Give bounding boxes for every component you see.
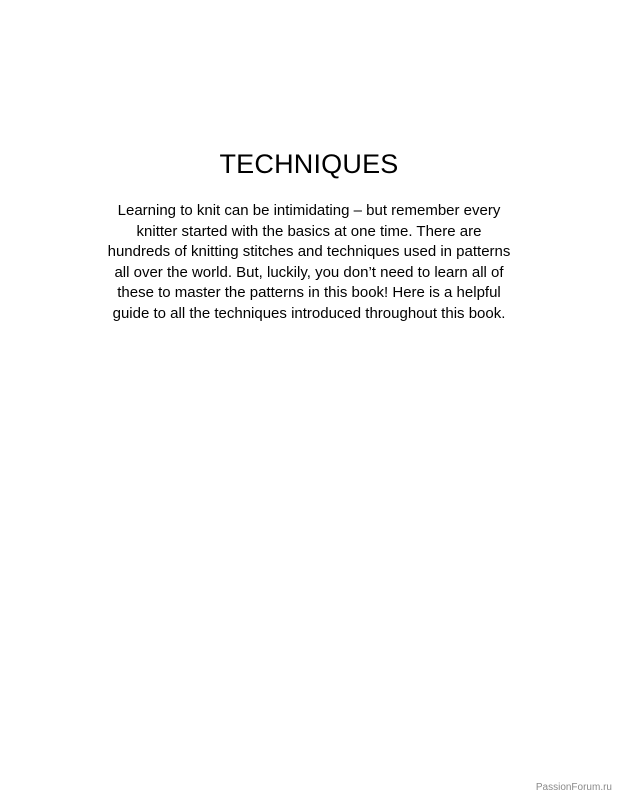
page-title: TECHNIQUES (219, 149, 399, 179)
paragraph-line: hundreds of knitting stitches and techniques used in patterns (107, 243, 511, 261)
intro-paragraph (60, 201, 558, 325)
paragraph-line: knitter started with the basics at one time. There are (136, 222, 482, 240)
paragraph-line: all over the world. But, luckily, you don’t need to learn all of (114, 263, 504, 281)
paragraph-line: guide to all the techniques introduced throughout this book. (112, 304, 506, 322)
paragraph-line: these to master the patterns in this book! Here is a helpful (117, 284, 501, 302)
watermark: PassionForum.ru (535, 782, 612, 793)
paragraph-line: Learning to knit can be intimidating – but remember every (117, 202, 501, 219)
